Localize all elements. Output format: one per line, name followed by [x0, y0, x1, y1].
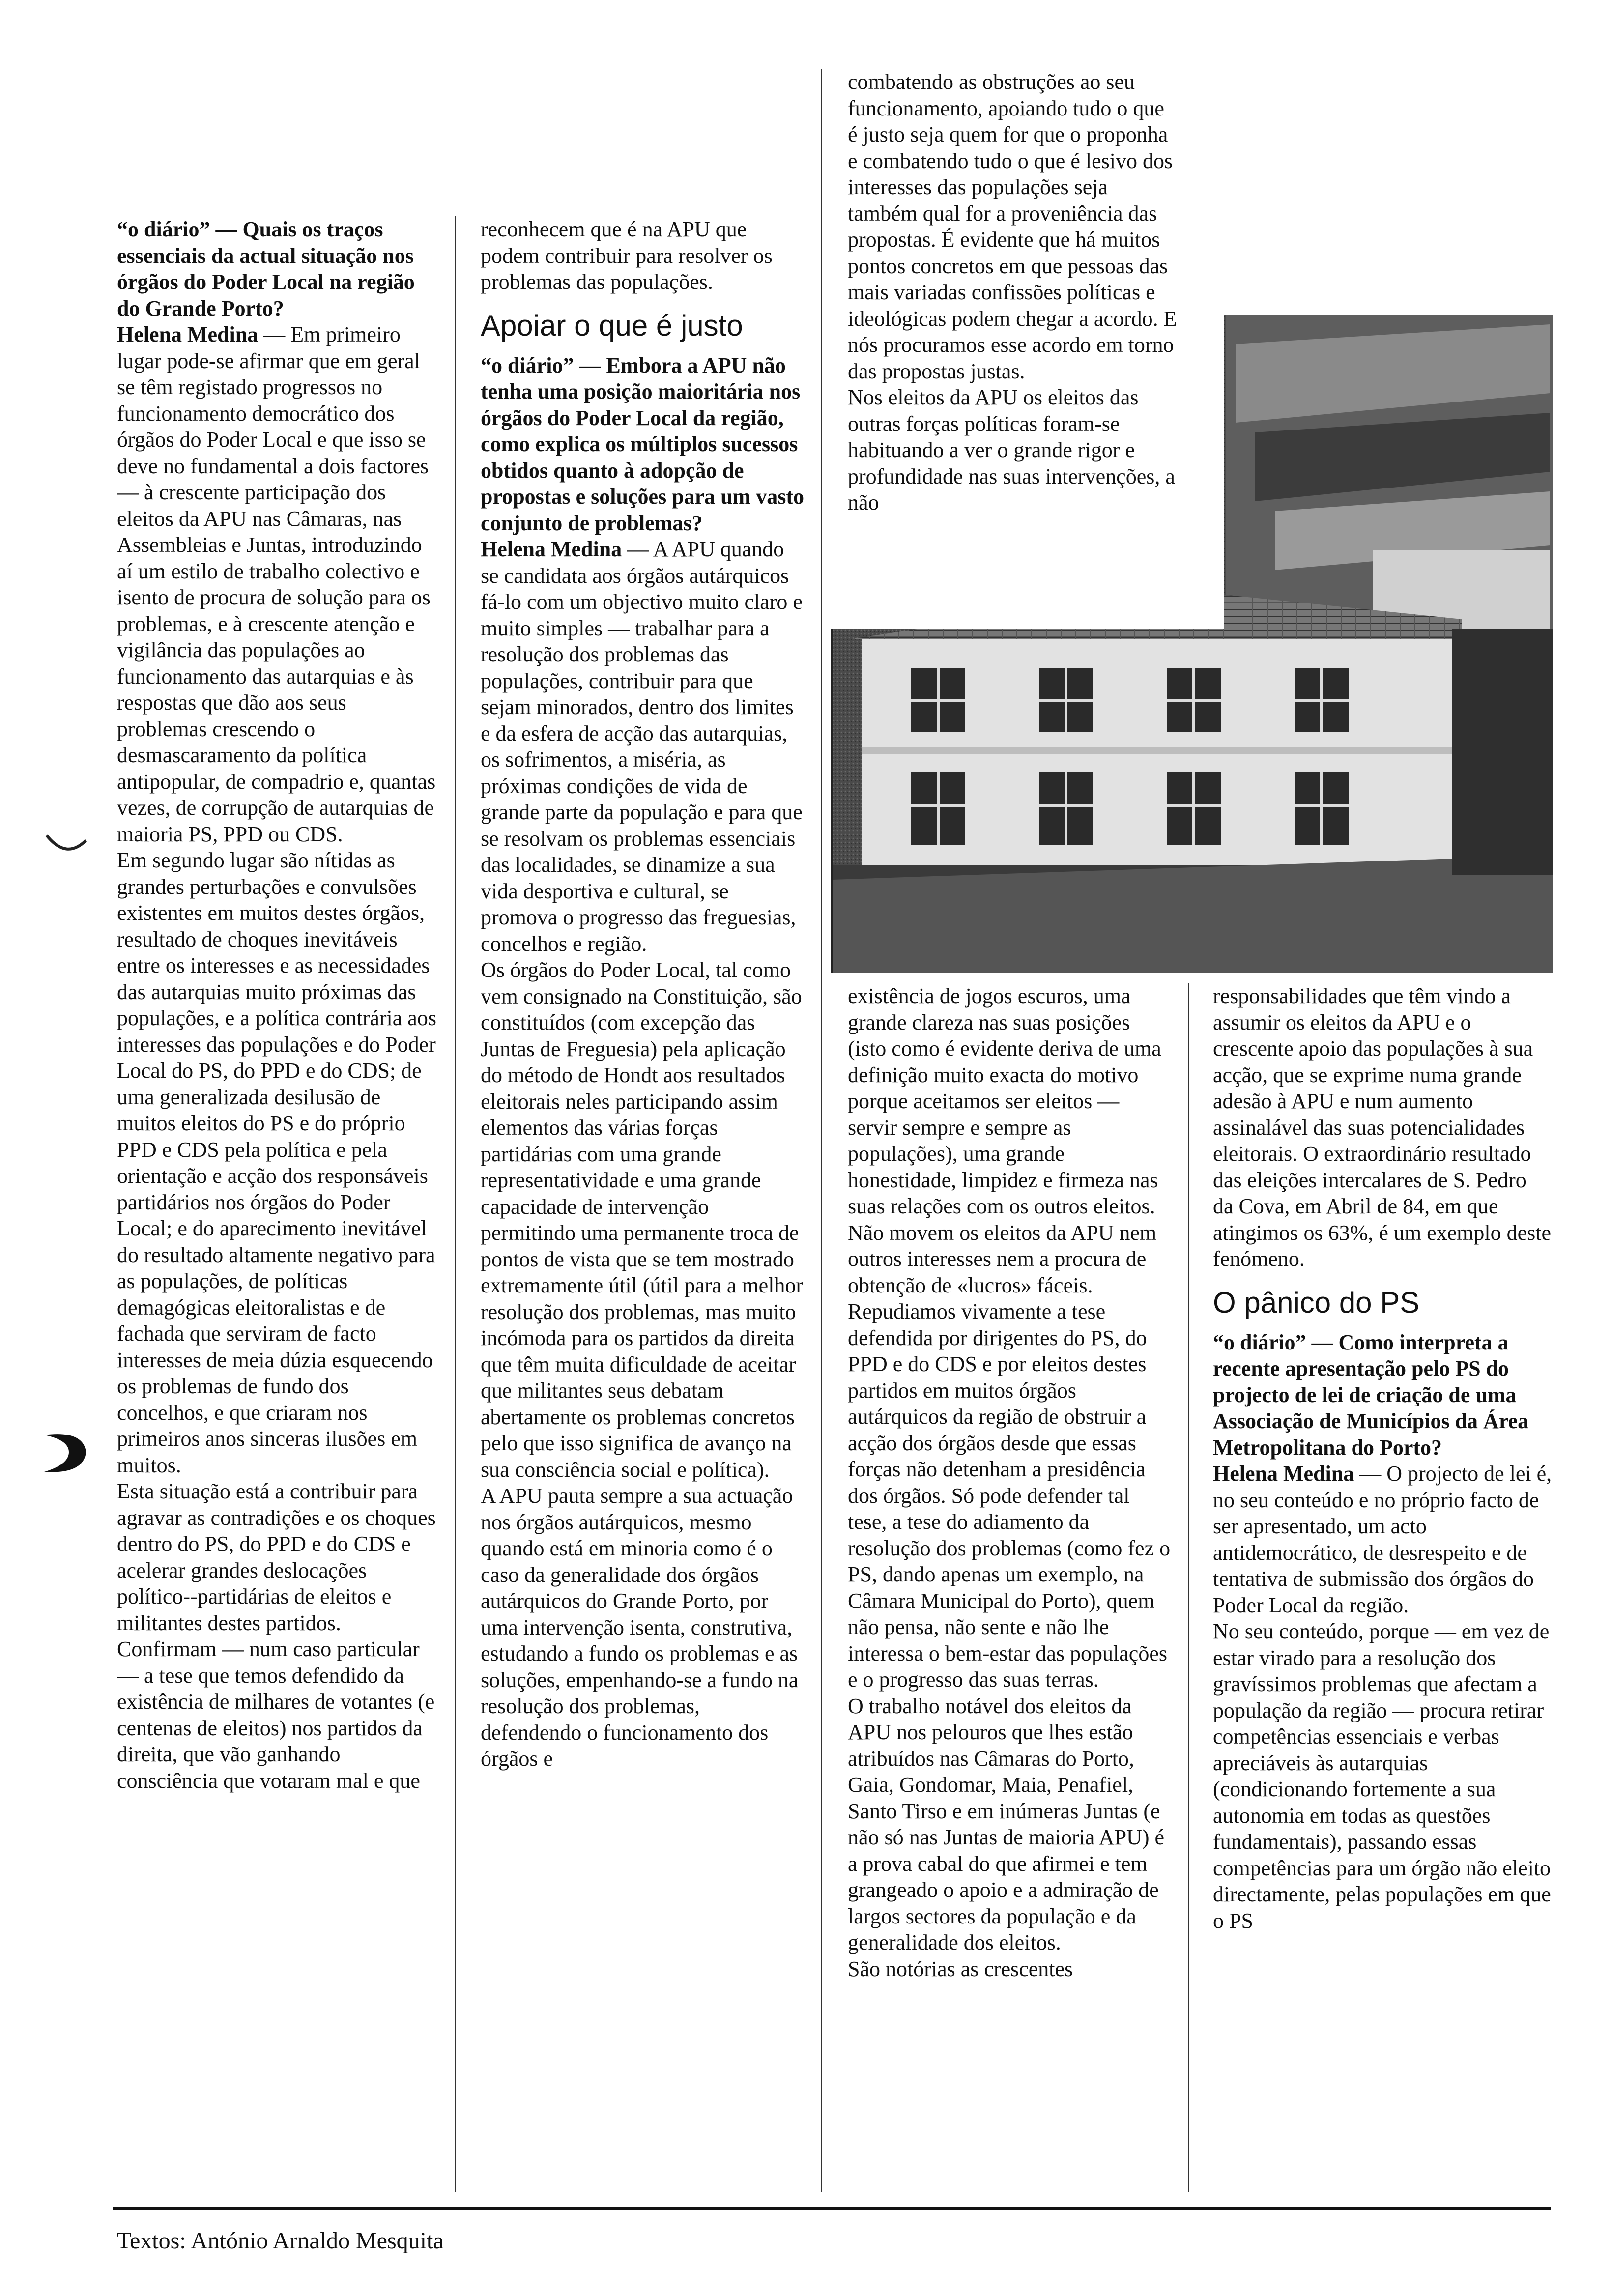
interview-question-2: “o diário” — Embora a APU não tenha uma posição maioritária nos órgãos do Poder Local da região, como explica os múltiplos sucessos obtidos quanto à adopção de propostas e soluções para um vasto conjunto de problemas? [481, 353, 805, 535]
answer-paragraph: Nos eleitos da APU os eleitos das outras forças políticas foram-se habituando a ver o grande rigor e profundidade nas suas intervenções, a não [848, 385, 1175, 515]
interview-question-1: “o diário” — Quais os traços essenciais da actual situação nos órgãos do Poder Local na região do Grande Porto? [117, 217, 415, 320]
answer-paragraph: A APU pauta sempre a sua actuação nos órgãos autárquicos, mesmo quando está em minoria como é o caso da generalidade dos órgãos autárquicos do Grande Porto, por uma intervenção isenta, construtiva, estudando a fundo os problemas e as soluções, empenhando-se a fundo na resolução dos problemas, defendendo o funcionamento dos órgãos e [481, 1484, 799, 1771]
article-column-4 [1213, 983, 1552, 2182]
answer-paragraph: reconhecem que é na APU que podem contribuir para resolver os problemas das populações. [481, 217, 773, 294]
answer-text: — O projecto de lei é, no seu conteúdo e no próprio facto de ser apresentado, um acto antidemocrático, de desrespeito e de tentativa de submissão dos órgãos do Poder Local da região. [1213, 1462, 1552, 1617]
answer-paragraph: Esta situação está a contribuir para agravar as contradições e os choques dentro do PS, do PPD e do CDS e acelerar grandes deslocações político--partidárias de eleitos e militantes destes partidos. Confirmam — num caso particular — a tese que temos defendido da existência de milhares de votantes (e centenas de eleitos) nos partidos da direita, que vão ganhando consciência que votaram mal e que [117, 1479, 436, 1793]
section-heading-panico: O pânico do PS [1213, 1286, 1420, 1319]
column-divider [455, 216, 456, 2192]
answer-paragraph: São notórias as crescentes [848, 1956, 1073, 1981]
article-column-2 [481, 216, 805, 2177]
column-divider [1188, 983, 1189, 2192]
speaker-name: Helena Medina [481, 537, 622, 561]
answer-paragraph: Os órgãos do Poder Local, tal como vem consignado na Constituição, são constituídos (com excepção das Juntas de Freguesia) pela aplicação do método de Hondt aos resultados eleitorais neles participando assim elementos das várias forças partidárias com uma grande representatividade e uma grande capacidade de intervenção permitindo uma permanente troca de pontos de vista que se tem mostrado extremamente útil (útil para a melhor resolução dos problemas, mas muito incómoda para os partidos da direita que têm muita dificuldade de aceitar que militantes seus debatam abertamente os problemas concretos pelo que isso significa de avanço na sua consciência social e política). [481, 958, 804, 1482]
answer-paragraph: existência de jogos escuros, uma grande clareza nas suas posições (isto como é evidente deriva de uma definição muito exacta do motivo porque aceitamos ser eleitos — servir sempre e sempre as populações), uma grande honestidade, limpidez e firmeza nas suas relações com os outros eleitos. Não movem os eleitos da APU nem outros interesses nem a procura de obtenção de «lucros» fáceis. Repudiamos vivamente a tese defendida por dirigentes do PS, do PPD e do CDS e por eleitos destes partidos em muitos órgãos autárquicos da região de obstruir a acção dos órgãos desde que essas forças não detenham a presidência dos órgãos. Só pode defender tal tese, a tese do adiamento da resolução dos problemas (como fez o PS, dando apenas um exemplo, na Câmara Municipal do Porto), quem não pensa, não sente e não lhe interessa o bem-estar das populações e o progresso das suas terras. [848, 984, 1171, 1692]
answer-text: — Em primeiro lugar pode-se afirmar que em geral se têm registado progressos no funcionamento democrático dos órgãos do Poder Local e que isso se deve no fundamental a dois factores — à crescente participação dos eleitos da APU nas Câmaras, nas Assembleias e Juntas, introduzindo aí um estilo de trabalho colectivo e isento de procura de solução para os problemas, e à crescente atenção e vigilância das populações ao funcionamento das autarquias e às respostas que dão aos seus problemas crescendo o desmascaramento da política antipopular, de compadrio e, quantas vezes, de corrupção de autarquias de maioria PS, PPD ou CDS. [117, 322, 436, 846]
interview-question-3: “o diário” — Como interpreta a recente apresentação pelo PS do projecto de lei de criação de uma Associação de Municípios da Área Metropolitana do Porto? [1213, 1330, 1529, 1460]
article-column-3-top [848, 69, 1177, 624]
answer-paragraph [481, 536, 805, 957]
binding-mark-icon [44, 831, 88, 860]
answer-paragraph: O trabalho notável dos eleitos da APU nos pelouros que lhes estão atribuídos nas Câmaras do Porto, Gaia, Gondomar, Maia, Penafiel, Santo Tirso e em inúmeras Juntas (e não só nas Juntas de maioria APU) é a prova cabal do que afirmei e tem grangeado o apoio e a admiração de largos sectores da população e da generalidade dos eleitos. [848, 1693, 1164, 1954]
binding-hole-icon [39, 1425, 93, 1479]
article-column-1 [117, 216, 439, 2177]
author-credit: Textos: António Arnaldo Mesquita [117, 2228, 444, 2254]
article-column-3-bottom [848, 983, 1172, 2182]
speaker-name: Helena Medina [1213, 1462, 1354, 1486]
section-heading-apoiar: Apoiar o que é justo [481, 309, 743, 342]
footer-rule [113, 2207, 1551, 2210]
column-divider [821, 69, 822, 2192]
answer-text: — A APU quando se candidata aos órgãos autárquicos fá-lo com um objectivo muito claro e muito simples — trabalhar para a resolução dos problemas das populações, contribuir para que sejam minorados, dentro dos limites e da esfera de acção das autarquias, os sofrimentos, a miséria, as próximas condições de vida de grande parte da população e para que se resolvam os problemas essenciais das localidades, se dinamize a sua vida desportiva e cultural, se promova o progresso das freguesias, concelhos e região. [481, 537, 803, 956]
speaker-name: Helena Medina [117, 322, 259, 346]
answer-paragraph: No seu conteúdo, porque — em vez de estar virado para a resolução dos gravíssimos problemas que afectam a população da região — procura retirar competências essenciais e verbas apreciáveis às autarquias (condicionando fortemente a sua autonomia em todas as questões fundamentais), passando essas competências para um órgão não eleito directamente, pelas populações em que o PS [1213, 1619, 1551, 1933]
answer-paragraph [1213, 1461, 1552, 1618]
answer-paragraph: responsabilidades que têm vindo a assumir os eleitos da APU e o crescente apoio das populações à sua acção, que se exprime numa grande adesão à APU e num aumento assinalável das suas potencialidades eleitorais. O extraordinário resultado das eleições intercalares de S. Pedro da Cova, em Abril de 84, em que atingimos os 63%, é um exemplo deste fenómeno. [1213, 984, 1551, 1271]
answer-paragraph [117, 321, 439, 847]
answer-paragraph: combatendo as obstruções ao seu funcionamento, apoiando tudo o que é justo seja quem for que o proponha e combatendo tudo o que é lesivo dos interesses das populações seja também qual for a proveniência das propostas. É evidente que há muitos pontos concretos em que pessoas das mais variadas confissões políticas e ideológicas podem chegar a acordo. E nós procuramos esse acordo em torno das propostas justas. [848, 70, 1177, 383]
answer-paragraph: Em segundo lugar são nítidas as grandes perturbações e convulsões existentes em muitos destes órgãos, resultado de choques inevitáveis entre os interesses e as necessidades das autarquias muito próximas das populações, e a política contrária aos interesses das populações e do Poder Local do PS, do PPD e do CDS; de uma generalizada desilusão de muitos eleitos do PS e do próprio PPD e CDS pela política e pela orientação e acção dos responsáveis partidários nos órgãos do Poder Local; e do aparecimento inevitável do resultado altamente negativo para as populações, de políticas demagógicas eleitoralistas e de fachada que serviram de facto interesses de meia dúzia esquecendo os problemas de fundo dos concelhos, e que criaram nos primeiros anos sinceras ilusões em muitos. [117, 848, 436, 1477]
